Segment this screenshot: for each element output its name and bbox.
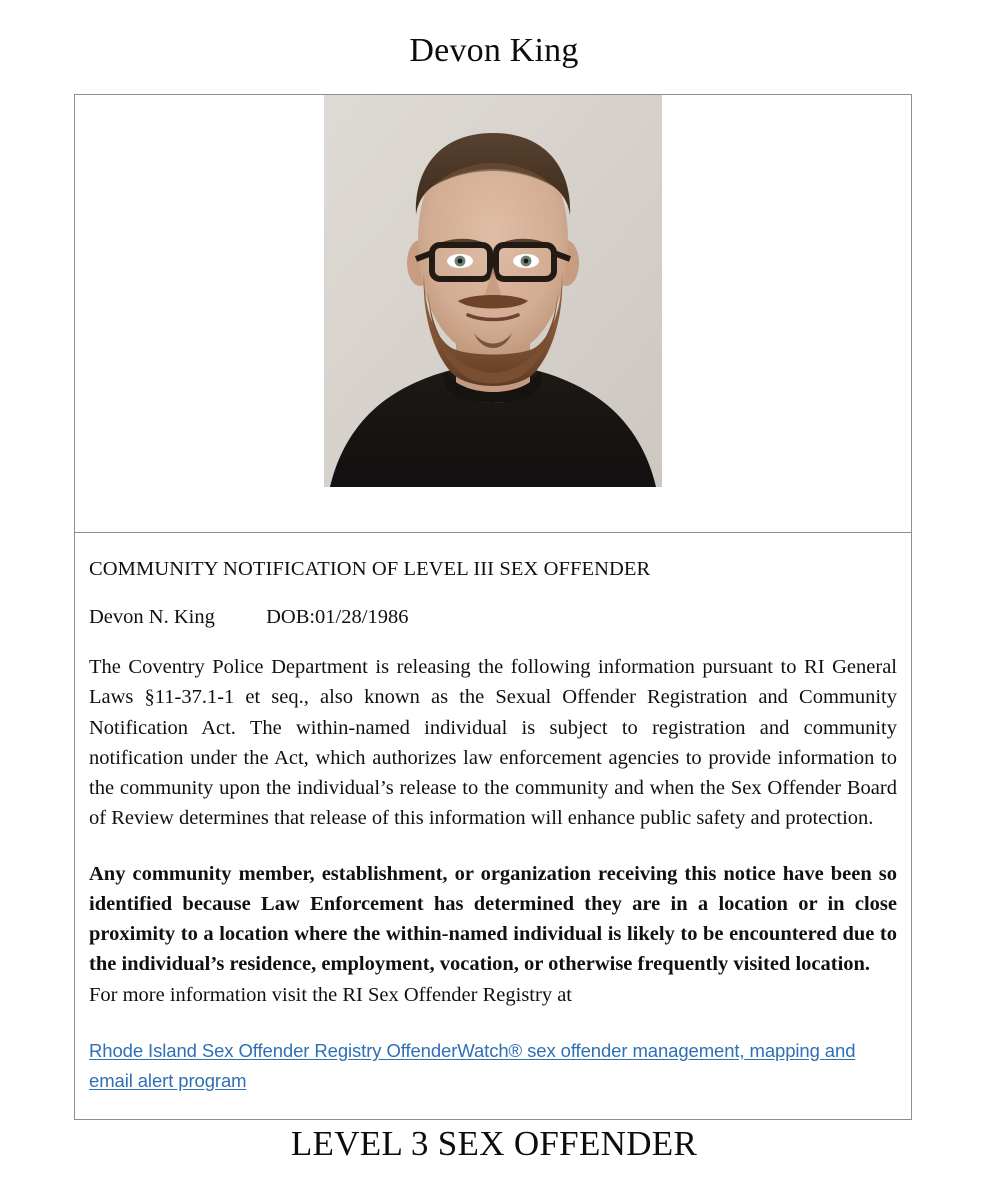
photo-panel (75, 95, 911, 533)
footer-level-banner: LEVEL 3 SEX OFFENDER (290, 1124, 698, 1163)
registry-link[interactable]: Rhode Island Sex Offender Registry OffenderWatch® sex offender management, mapping and email alert program (89, 1039, 856, 1091)
notice-paragraph-main: The Coventry Police Department is releasing the following information pursuant to RI General Laws §11-37.1-1 et seq., also known as the Sexual Offender Registration and Community Notification Act. The within-named individual is subject to registration and community notification under the Act, which authorizes law enforcement agencies to provide information to the community upon the individual’s release to the community and when the Sex Offender Board of Review determines that release of this information will enhance public safety and protection. (89, 656, 897, 829)
notice-paragraph-bold: Any community member, establishment, or organization receiving this notice have been so identified because Law Enforcement has determined they are in a location or in close proximity to a location where the within-named individual is likely to be encountered due to the individual’s residence, employment, vocation, or otherwise frequently visited location. (89, 863, 897, 976)
offender-name-and-dob: Devon N. King DOB:01/28/1986 (89, 605, 409, 628)
registry-followup-text: For more information visit the RI Sex Offender Registry at (89, 983, 572, 1006)
text-panel (75, 533, 911, 1096)
notification-heading: COMMUNITY NOTIFICATION OF LEVEL III SEX OFFENDER (89, 558, 651, 580)
notice-box (74, 94, 912, 1120)
mugshot-photo (324, 95, 662, 487)
page-title: Devon King (409, 32, 579, 69)
